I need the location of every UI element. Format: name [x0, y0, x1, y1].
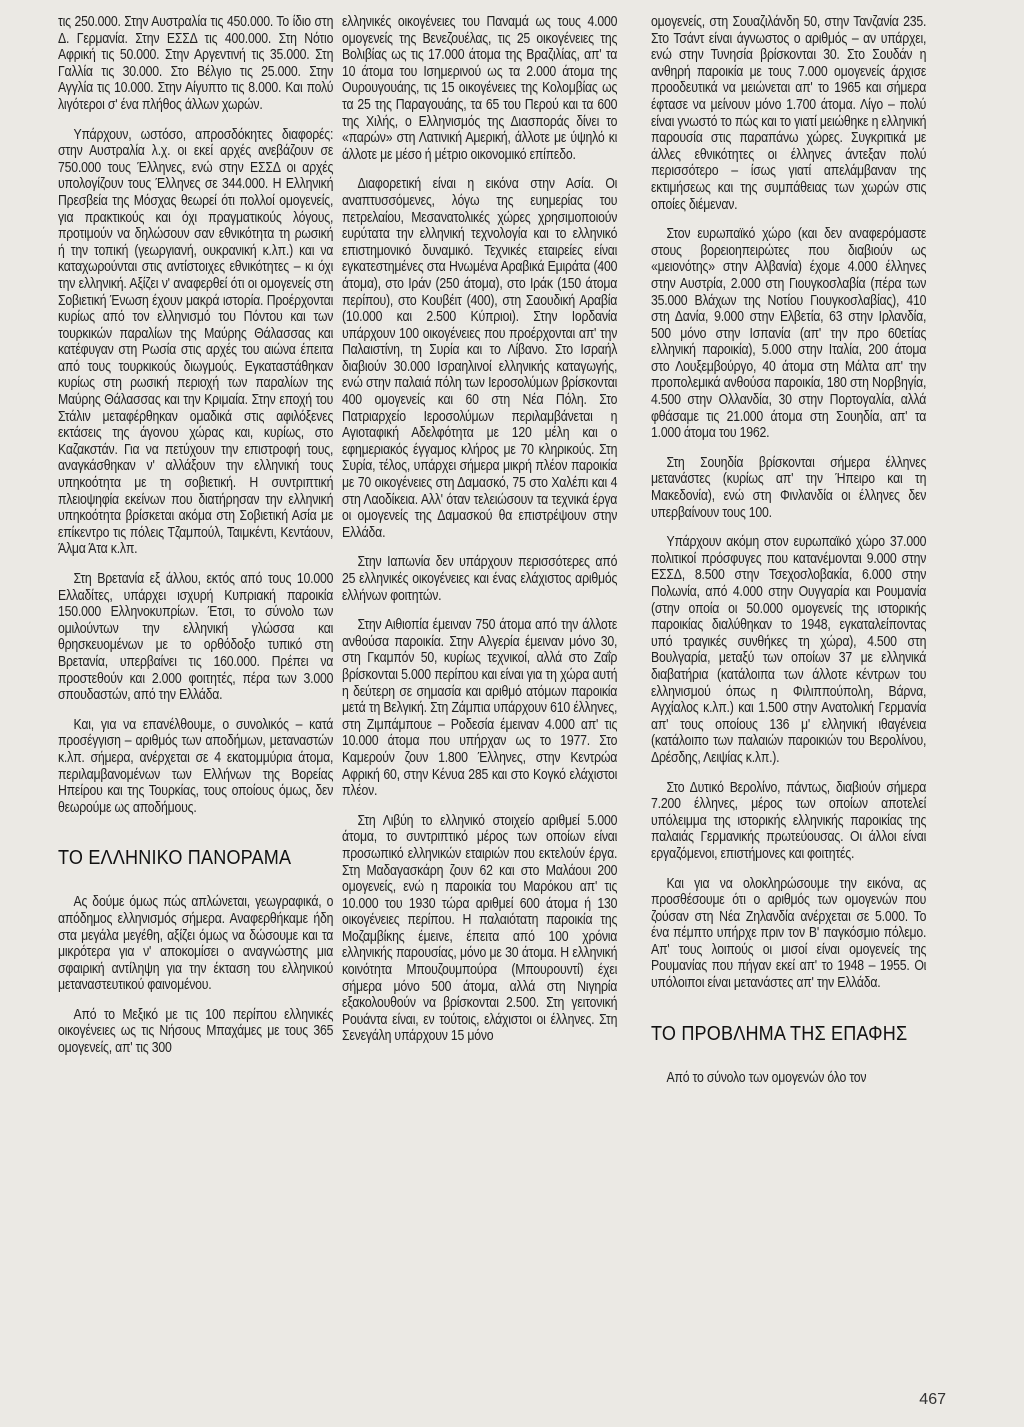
text-column-3: [651, 14, 926, 1099]
paragraph: τις 250.000. Στην Αυστραλία τις 450.000. Το ίδιο στη Δ. Γερμανία. Στην ΕΣΣΔ τις 400.000. Στη Νότιο Αφρική τις 50.000. Στην Αργεντινή τις 35.000. Στη Γαλλία τις 30.000. Στο Βέλγιο τις 25.000. Στην Αγγλία τις 10.000. Στην Αίγυπτο τις 8.000. Και πολύ λιγότεροι σ' ένα πλήθος άλλων χωρών.: [58, 14, 334, 113]
paragraph: Διαφορετική είναι η εικόνα στην Ασία. Οι αναπτυσσόμενες, λόγω της ευημερίας του πετρελαίου, Μεσανατολικές χώρες χρησιμοποιούν ευρύτατα την ελληνική τεχνολογία και το ελληνικό επιστημονικό δυναμικό. Τεχνικές εταιρείες είναι εγκατεστημένες στα Ηνωμένα Αραβικά Εμιράτα (400 άτομα), στο Ιράν (250 άτομα), στο Ιράκ (150 άτομα περίπου), στο Κουβέιτ (400), στη Σαουδική Αραβία (10.000 και 2.500 Κύπριοι). Στην Ιορδανία υπάρχουν 100 οικογένειες που προέρχονται απ' την Παλαιστίνη, τη Συρία και το Λίβανο. Στο Ισραήλ διαβιούν 30.000 Ισραηλινοί ελληνικής καταγωγής, ενώ στην παλαιά πόλη των Ιεροσολύμων βρίσκονται 400 ομογενείς και 60 στη Νέα Πόλη. Στο Πατριαρχείο Ιεροσολύμων περιλαμβάνεται η Αγιοταφική Αδελφότητα με 120 μέλη και ο εφημεριακός έγγαμος κλήρος με 70 κληρικούς. Στη Συρία, τέλος, υπάρχει σήμερα μικρή πλέον παροικία με 70 οικογένειες στη Δαμασκό, 75 στο Χαλέπι και 4 στη Λαοδίκεια. Αλλ' όταν τελειώσουν τα τεχνικά έργα οι ομογενείς της Δαμασκού θα επιστρέψουν στην Ελλάδα.: [342, 176, 618, 541]
paragraph: ελληνικές οικογένειες του Παναμά ως τους 4.000 ομογενείς της Βενεζουέλας, τις 25 οικογένειες της Βολιβίας ως τις 17.000 άτομα της Βραζιλίας, απ' τα 10 άτομα του Ισημερινού ως τα 2.000 άτομα της Ουρουγουάης, τις 15 οικογένειες της Κολομβίας ως τα 25 της Παραγουάης, τα 65 του Περού και τα 600 της Χιλής, ο Ελληνισμός της Διασποράς δίνει το «παρών» στη Λατινική Αμερική, άλλοτε με ύψηλό κι άλλοτε με μέσο ή μέτριο οικονομικό επίπεδο.: [342, 14, 618, 163]
paragraph: Στην Αιθιοπία έμειναν 750 άτομα από την άλλοτε ανθούσα παροικία. Στην Αλγερία έμειναν μόνο 30, στη Γκαμπόν 50, κυρίως τεχνικοί, αλλά στο Ζαΐρ βρίσκονται 5.000 περίπου και είναι για τη χώρα αυτή η δεύτερη σε σημασία και αριθμό ατόμων παροικία μετά τη Βελγική. Στη Ζάμπια υπάρχουν 610 έλληνες, στη Ζιμπάμπουε – Ροδεσία έμειναν 4.000 απ' τις 10.000 άτομα που υπήρχαν ως το 1977. Στο Καμερούν ζουν 1.800 Έλληνες, στην Κεντρώα Αφρική 60, στην Κένυα 285 και στο Κογκό ελάχιστοι πλέον.: [342, 617, 618, 800]
paragraph: Και για να ολοκληρώσουμε την εικόνα, ας προσθέσουμε ότι ο αριθμός των ομογενών που ζούσαν στη Νέα Ζηλανδία ανέρχεται σε 5.000. Το ένα πέμπτο υπήρχε πριν τον Β' παγκόσμιο πόλεμο. Απ' τους λοιπούς οι μισοί είναι ομογενείς της Ρουμανίας που πήγαν εκεί απ' το 1948 – 1955. Οι υπόλοιποι είναι μετανάστες απ' την Ελλάδα.: [651, 875, 927, 992]
text-column-1: [58, 14, 333, 1070]
paragraph: Από το σύνολο των ομογενών όλο τον: [666, 1069, 867, 1086]
paragraph: Υπάρχουν ακόμη στον ευρωπαϊκό χώρο 37.000 πολιτικοί πρόσφυγες που κατανέμονται 9.000 στην ΕΣΣΔ, 8.500 στην Τσεχοσλοβακία, 6.000 στην Πολωνία, από 4.000 στην Ουγγαρία και Ρουμανία (στην οποία οι 50.000 ομογενείς της ιστορικής παροικίας διαλύθηκαν το 1948, εγκαταλείποντας υπό τραγικές συνθήκες τη χώρα), 4.500 στη Βουλγαρία, μεταξύ των οποίων 37 με ελληνικά διαβατήρια (κατάλοιπα των άλλοτε κέντρων του ελληνισμού όπως η Φιλιππούπολη, Βάρνα, Αγχίαλος κ.λπ.) και 1.500 στην Ανατολική Γερμανία απ' τους οποίους 136 μ' ελληνική ιθαγένεια (κατάλοιπο των παλαιών παροικιών του Βερολίνου, Δρέσδης, Λειψίας κ.λπ.).: [651, 534, 927, 766]
paragraph: Και, για να επανέλθουμε, ο συνολικός – κατά προσέγγιση – αριθμός των αποδήμων, μεταναστών κ.λπ. σήμερα, ανέρχεται σε 4 εκατομμύρια άτομα, περιλαμβανομένων των Ελλήνων της Βορείας Ηπείρου και της Τουρκίας, τους οποίους όμως, δεν θεωρούμε ως αποδήμους.: [58, 716, 334, 816]
section-heading: ΤΟ ΕΛΛΗΝΙΚΟ ΠΑΝΟΡΑΜΑ: [58, 847, 292, 870]
paragraph: ομογενείς, στη Σουαζιλάνδη 50, στην Τανζανία 235. Στο Τσάντ είναι άγνωστος ο αριθμός – αν υπάρχει, ενώ στην Τυνησία βρίσκονται 30. Στο Σουδάν η ανθηρή παροικία με τους 7.000 ομογενείς άρχισε προοδευτικά να μειώνεται απ' το 1965 και σήμερα έφτασε να μείνουν μόνο 1.700 άτομα. Λίγο – πολύ είναι γνωστό το πώς και το γιατί μειώθηκε η ελληνική παρουσία στις παραπάνω χώρες. Συγκριτικά με άλλες εθνικότητες οι έλληνες άντεξαν πολύ περισσότερο – ίσως γιατί απελάμβαναν της εκτιμήσεως και της συμπάθειας των χωρών στις οποίες διέμεναν.: [651, 14, 927, 213]
paragraph: Από το Μεξικό με τις 100 περίπου ελληνικές οικογένειες ως τις Νήσους Μπαχάμες με τους 365 ομογενείς, απ' τις 300: [58, 1006, 334, 1057]
paragraph: Ας δούμε όμως πώς απλώνεται, γεωγραφικά, ο απόδημος ελληνισμός σήμερα. Αναφερθήκαμε ήδη στα μεγάλα μεγέθη, αξίζει όμως να δώσουμε και τα μικρότερα για ν' αποκομίσει ο αναγνώστης μια σφαιρική αντίληψη για την έκταση του ελληνικού μεταναστευτικού φαινομένου.: [58, 894, 334, 994]
paragraph: Στη Βρετανία εξ άλλου, εκτός από τους 10.000 Ελλαδίτες, υπάρχει ισχυρή Κυπριακή παροικία 150.000 Ελληνοκυπρίων. Έτσι, το σύνολο των ομιλούντων την ελληνική γλώσσα και θρησκευομένων με το ορθόδοξο τυπικό στη Βρετανία, υπερβαίνει τις 160.000. Πρέπει να προστεθούν και 2.000 φοιτητές, πέρα των 3.000 σπουδαστών, από την Ελλάδα.: [58, 571, 334, 704]
paragraph: Στη Λιβύη το ελληνικό στοιχείο αριθμεί 5.000 άτομα, το συντριπτικό μέρος των οποίων είναι προσωπικό ελληνικών εταιριών που εκτελούν έργα. Στη Μαδαγασκάρη ζουν 62 και στο Μαλάουι 200 ομογενείς, ενώ η παροικία του Μαρόκου απ' τις 10.000 του 1930 τώρα αριθμεί 600 άτομα ή 130 οικογένειες περίπου. Η παλαιότατη παροικία της Μοζαμβίκης έμεινε, έπειτα από 100 χρόνια ελληνικής παρουσίας, μόνο με 30 άτομα. Η ελληνική κοινότητα Μπουζουμπούρα (Μπουρουντί) έχει σήμερα μόνο 500 άτομα, αλλά στη Νιγηρία εξακολουθούν να βρίσκονται 2.500. Στη γειτονική Ρουάντα είναι, εν τούτοις, ελάχιστοι οι έλληνες. Στη Σενεγάλη υπάρχουν 15 μόνο: [342, 812, 618, 1045]
page-number: 467: [919, 1391, 946, 1408]
text-column-2: [342, 14, 617, 1058]
paragraph: Στην Ιαπωνία δεν υπάρχουν περισσότερες από 25 ελληνικές οικογένειες και ένας ελάχιστος αριθμός ελλήνων φοιτητών.: [342, 554, 618, 604]
paragraph: Στο Δυτικό Βερολίνο, πάντως, διαβιούν σήμερα 7.200 έλληνες, μέρος των οποίων αποτελεί υπόλειμμα της ιστορικής ελληνικής παροικίας της παλαιάς Γερμανικής πρωτεύουσας. Οι άλλοι είναι εργαζόμενοι, επιστήμονες και φοιτητές.: [651, 779, 927, 862]
paragraph: Υπάρχουν, ωστόσο, απροσδόκητες διαφορές: στην Αυστραλία λ.χ. οι εκεί αρχές ανεβάζουν σε 750.000 τους Έλληνες, ενώ στην ΕΣΣΔ οι αρχές υπολογίζουν τους Έλληνες σε 344.000. Η Ελληνική Πρεσβεία της Μόσχας θεωρεί ότι πολλοί ομογενείς, για πρακτικούς και όχι πραγματικούς λόγους, προτιμούν να δηλώσουν σαν εθνικότητα τη ρωσική ή την τοπική (γεωργιανή, ουκρανική κ.λπ.) και να καταχωρούνται στις αντίστοιχες εθνικότητες – κι όχι την ελληνική. Αξίζει ν' αναφερθεί ότι οι ομογενείς στη Σοβιετική Ένωση έχουν μακρά ιστορία. Προέρχονται κυρίως από τον ελληνισμό του Πόντου και των τουρκικών παραλίων της Μαύρης Θάλασσας και κατέφυγαν στη Ρωσία στις αρχές του αιώνα έπειτα από τους τουρκικούς διωγμούς. Εγκαταστάθηκαν κυρίως στη ρωσική περιοχή των παραλίων της Μαύρης Θάλασσας και την Κριμαία. Στην εποχή του Στάλιν μεταφέρθηκαν ομαδικά στις αφιλόξενες εκτάσεις της άγονου χώρας και, κυρίως, στο Καζακστάν. Για να πετύχουν την επιστροφή τους, αναγκάσθηκαν ν' αλλάξουν την ελληνική τους υπηκοότητα με τη σοβιετική. Η συντριπτική πλειοψηφία εκείνων που διατήρησαν την ελληνική υπηκοότητα βρίσκεται ακόμα στη Σοβιετική Ασία με επίκεντρο τις πόλεις Τζαμπούλ, Ταιμκέντι, Κεντάουν, Άλμα Άτα κ.λπ.: [58, 126, 334, 558]
paragraph: Στον ευρωπαϊκό χώρο (και δεν αναφερόμαστε στους βορειοηπειρώτες που διαβιούν ως «μειονότης» στην Αλβανία) έχομε 4.000 έλληνες στην Αυστρία, 2.000 στη Γιουγκοσλαβία (πέρα των 35.000 Βλάχων της Νοτίου Γιουγκοσλαβίας), 410 στη Δανία, 9.000 στην Ελβετία, 63 στην Ιρλανδία, 500 μόνο στην Ισπανία (απ' την προ 60ετίας ελληνική παροικία), 5.000 στην Ιταλία, 200 άτομα στο Λουξεμβούργο, 40 άτομα στη Μάλτα απ' την προπολεμικά ανθούσα παροικία, 180 στη Νορβηγία, 4.500 στην Ολλανδία, 30 στην Πορτογαλία, αλλά φθάσαμε τις 21.000 άτομα στη Σουηδία, απ' τα 1.000 άτομα του 1962.: [651, 226, 927, 442]
paragraph: Στη Σουηδία βρίσκονται σήμερα έλληνες μετανάστες (κυρίως απ' την Ήπειρο και τη Μακεδονία), ενώ στη Φινλανδία οι έλληνες δεν υπερβαίνουν τους 100.: [651, 454, 927, 521]
section-heading: ΤΟ ΠΡΟΒΛΗΜΑ ΤΗΣ ΕΠΑΦΗΣ: [651, 1022, 908, 1045]
